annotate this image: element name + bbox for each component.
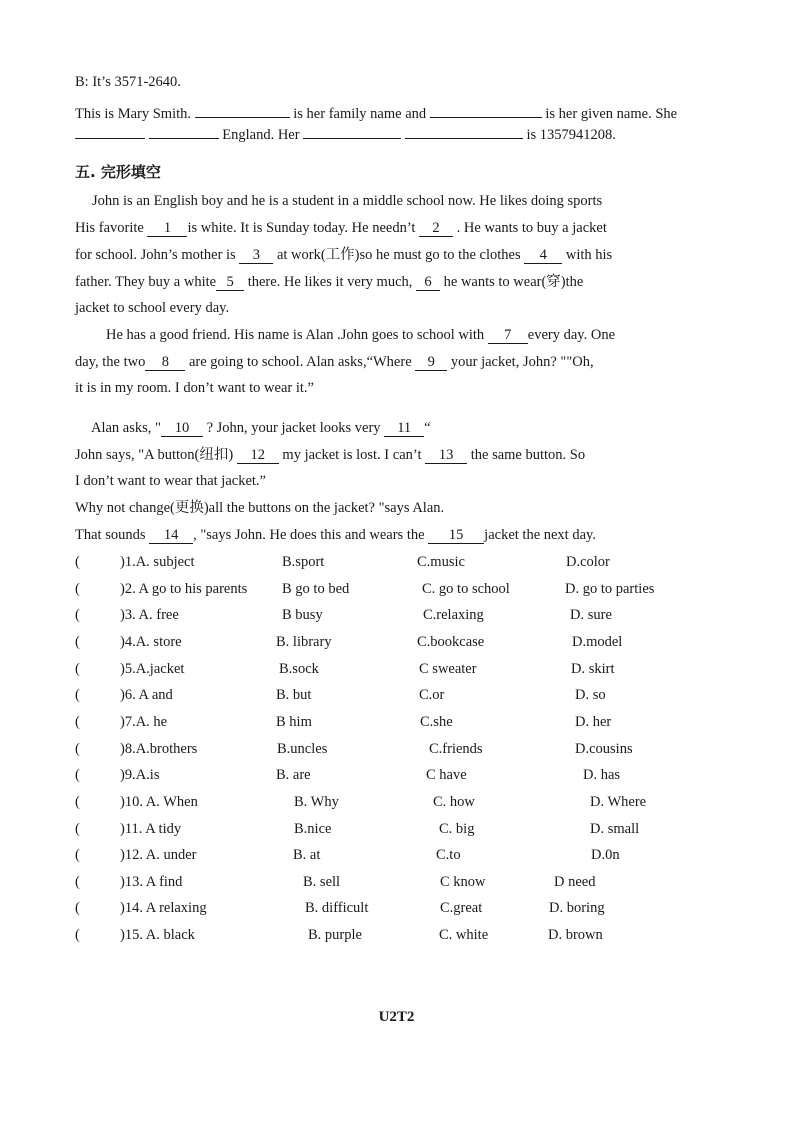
question-option-a: )10. A. When bbox=[120, 794, 198, 810]
question-option-c: C.music bbox=[417, 554, 465, 570]
question-option-b: B. are bbox=[276, 767, 311, 783]
question-option-b: B go to bed bbox=[282, 581, 350, 597]
question-option-d: D. brown bbox=[548, 927, 603, 943]
question-option-a: )15. A. black bbox=[120, 927, 195, 943]
passage-text: your jacket, John? ""Oh, bbox=[450, 354, 594, 370]
passage-line: jacket to school every day. bbox=[75, 300, 230, 316]
question-option-d: D.model bbox=[572, 634, 623, 650]
question-option-a: )9.A.is bbox=[120, 767, 160, 783]
question-option-b: B. at bbox=[293, 847, 321, 863]
blank-5[interactable]: 5 bbox=[216, 274, 244, 291]
answer-paren[interactable]: ( bbox=[75, 581, 80, 597]
question-option-b: B.nice bbox=[294, 821, 332, 837]
passage-text: the same button. So bbox=[470, 447, 586, 463]
question-option-d: D. boring bbox=[549, 900, 605, 916]
question-option-c: C know bbox=[440, 874, 486, 890]
question-option-b: B busy bbox=[282, 607, 323, 623]
blank-3[interactable]: 3 bbox=[239, 247, 273, 264]
question-option-a: )12. A. under bbox=[120, 847, 197, 863]
passage-text: Alan asks, " bbox=[91, 420, 161, 436]
answer-paren[interactable]: ( bbox=[75, 794, 80, 810]
passage-text: there. He likes it very much, bbox=[247, 274, 413, 290]
question-option-b: B. difficult bbox=[305, 900, 369, 916]
question-option-d: D. sure bbox=[570, 607, 612, 623]
question-option-b: B.uncles bbox=[277, 741, 328, 757]
question-option-d: D.cousins bbox=[575, 741, 633, 757]
question-option-a: )6. A and bbox=[120, 687, 173, 703]
question-option-c: C sweater bbox=[419, 661, 477, 677]
question-option-c: C.or bbox=[419, 687, 445, 703]
question-option-b: B. purple bbox=[308, 927, 362, 943]
passage-line: it is in my room. I don’t want to wear it.” bbox=[75, 380, 314, 396]
passage-text: That sounds bbox=[75, 527, 146, 543]
question-option-d: D. so bbox=[575, 687, 606, 703]
question-option-d: D. go to parties bbox=[565, 581, 655, 597]
question-option-a: )11. A tidy bbox=[120, 821, 182, 837]
passage-text: is white. It is Sunday today. He needn’t bbox=[187, 220, 416, 236]
blank-6[interactable]: 6 bbox=[416, 274, 440, 291]
question-option-b: B. Why bbox=[294, 794, 339, 810]
answer-paren[interactable]: ( bbox=[75, 687, 80, 703]
question-option-d: D need bbox=[554, 874, 596, 890]
question-option-b: B. but bbox=[276, 687, 312, 703]
page-footer: U2T2 bbox=[378, 1009, 415, 1025]
answer-blank[interactable] bbox=[430, 117, 542, 118]
fill-line-1 bbox=[75, 105, 677, 123]
answer-paren[interactable]: ( bbox=[75, 661, 80, 677]
question-option-a: )13. A find bbox=[120, 874, 183, 890]
passage-text: ? John, your jacket looks very bbox=[206, 420, 381, 436]
question-option-a: )8.A.brothers bbox=[120, 741, 198, 757]
passage-text: father. They buy a white bbox=[75, 274, 217, 290]
fill-text: is her family name and bbox=[293, 106, 427, 122]
passage-text: with his bbox=[565, 247, 613, 263]
question-option-c: C. big bbox=[439, 821, 475, 837]
passage-line: Why not change(更换)all the buttons on the jacket? "says Alan. bbox=[75, 500, 445, 516]
question-option-d: D.color bbox=[566, 554, 610, 570]
passage-text: His favorite bbox=[75, 220, 144, 236]
answer-paren[interactable]: ( bbox=[75, 607, 80, 623]
question-option-c: C have bbox=[426, 767, 467, 783]
question-option-c: C.to bbox=[436, 847, 461, 863]
question-option-b: B. sell bbox=[303, 874, 341, 890]
passage-text: at work(工作)so he must go to the clothes bbox=[276, 247, 521, 263]
passage-text: he wants to wear(穿)the bbox=[443, 274, 584, 290]
answer-paren[interactable]: ( bbox=[75, 714, 80, 730]
question-option-c: C.great bbox=[440, 900, 483, 916]
question-option-a: )4.A. store bbox=[120, 634, 182, 650]
answer-line: B: It’s 3571-2640. bbox=[75, 74, 181, 90]
answer-paren[interactable]: ( bbox=[75, 821, 80, 837]
passage-text: . He wants to buy a jacket bbox=[456, 220, 607, 236]
blank-2[interactable]: 2 bbox=[419, 220, 453, 237]
answer-paren[interactable]: ( bbox=[75, 741, 80, 757]
passage-line bbox=[75, 246, 612, 264]
blank-1[interactable]: 1 bbox=[147, 220, 187, 237]
question-option-d: D.0n bbox=[591, 847, 620, 863]
passage-text: my jacket is lost. I can’t bbox=[282, 447, 422, 463]
passage-line bbox=[75, 526, 596, 544]
blank-11[interactable]: 11 bbox=[384, 420, 424, 437]
question-option-a: )5.A.jacket bbox=[120, 661, 185, 677]
passage-text: are going to school. Alan asks,“Where bbox=[188, 354, 412, 370]
passage-text: every day. One bbox=[527, 327, 616, 343]
question-option-c: C.friends bbox=[429, 741, 483, 757]
answer-paren[interactable]: ( bbox=[75, 847, 80, 863]
question-option-d: D. her bbox=[575, 714, 612, 730]
question-option-a: )1.A. subject bbox=[120, 554, 195, 570]
passage-text: day, the two bbox=[75, 354, 146, 370]
question-option-b: B him bbox=[276, 714, 312, 730]
passage-line: John is an English boy and he is a student in a middle school now. He likes doing sports bbox=[92, 193, 603, 209]
question-option-c: C. go to school bbox=[422, 581, 510, 597]
question-option-d: D. Where bbox=[590, 794, 647, 810]
blank-15[interactable]: 15 bbox=[428, 527, 484, 544]
fill-line-2 bbox=[75, 126, 616, 144]
answer-paren[interactable]: ( bbox=[75, 927, 80, 943]
passage-text: He has a good friend. His name is Alan .John goes to school with bbox=[106, 327, 485, 343]
question-option-d: D. has bbox=[583, 767, 621, 783]
answer-blank[interactable] bbox=[149, 138, 219, 139]
question-option-c: C.bookcase bbox=[417, 634, 485, 650]
blank-4[interactable]: 4 bbox=[524, 247, 562, 264]
question-option-d: D. skirt bbox=[571, 661, 615, 677]
passage-text: “ bbox=[424, 420, 431, 436]
fill-text: England. Her bbox=[222, 127, 300, 143]
passage-line: I don’t want to wear that jacket.” bbox=[75, 473, 266, 489]
answer-paren[interactable]: ( bbox=[75, 554, 80, 570]
answer-blank[interactable] bbox=[303, 138, 401, 139]
question-option-a: )3. A. free bbox=[120, 607, 179, 623]
question-option-a: )7.A. he bbox=[120, 714, 168, 730]
answer-paren[interactable]: ( bbox=[75, 900, 80, 916]
section-title: 五. 完形填空 bbox=[75, 163, 161, 181]
blank-14[interactable]: 14 bbox=[149, 527, 193, 544]
answer-paren[interactable]: ( bbox=[75, 634, 80, 650]
answer-blank[interactable] bbox=[195, 117, 290, 118]
question-option-c: C. how bbox=[433, 794, 475, 810]
blank-10[interactable]: 10 bbox=[161, 420, 203, 437]
fill-text: is 1357941208. bbox=[526, 127, 616, 143]
passage-line bbox=[91, 419, 431, 437]
passage-line bbox=[75, 219, 607, 237]
passage-text: for school. John’s mother is bbox=[75, 247, 236, 263]
question-option-c: C. white bbox=[439, 927, 489, 943]
question-option-a: )14. A relaxing bbox=[120, 900, 207, 916]
answer-blank[interactable] bbox=[405, 138, 523, 139]
question-option-b: B.sport bbox=[282, 554, 325, 570]
answer-paren[interactable]: ( bbox=[75, 874, 80, 890]
passage-text: John says, "A button(纽扣) bbox=[75, 447, 234, 463]
passage-line bbox=[75, 446, 585, 464]
blank-8[interactable]: 8 bbox=[145, 354, 185, 371]
answer-paren[interactable]: ( bbox=[75, 767, 80, 783]
question-option-a: )2. A go to his parents bbox=[120, 581, 248, 597]
blank-7[interactable]: 7 bbox=[488, 327, 528, 344]
answer-blank[interactable] bbox=[75, 138, 145, 139]
question-option-b: B.sock bbox=[279, 661, 319, 677]
question-option-b: B. library bbox=[276, 634, 332, 650]
passage-line bbox=[75, 353, 594, 371]
fill-text: This is Mary Smith. bbox=[75, 106, 192, 122]
blank-9[interactable]: 9 bbox=[415, 354, 447, 371]
passage-text: , "says John. He does this and wears the bbox=[193, 527, 425, 543]
question-option-d: D. small bbox=[590, 821, 640, 837]
passage-line bbox=[106, 326, 615, 344]
question-option-c: C.relaxing bbox=[423, 607, 484, 623]
blank-13[interactable]: 13 bbox=[425, 447, 467, 464]
fill-text: is her given name. She bbox=[545, 106, 678, 122]
question-option-c: C.she bbox=[420, 714, 453, 730]
blank-12[interactable]: 12 bbox=[237, 447, 279, 464]
passage-text: jacket the next day. bbox=[484, 527, 596, 543]
passage-line bbox=[75, 273, 583, 291]
